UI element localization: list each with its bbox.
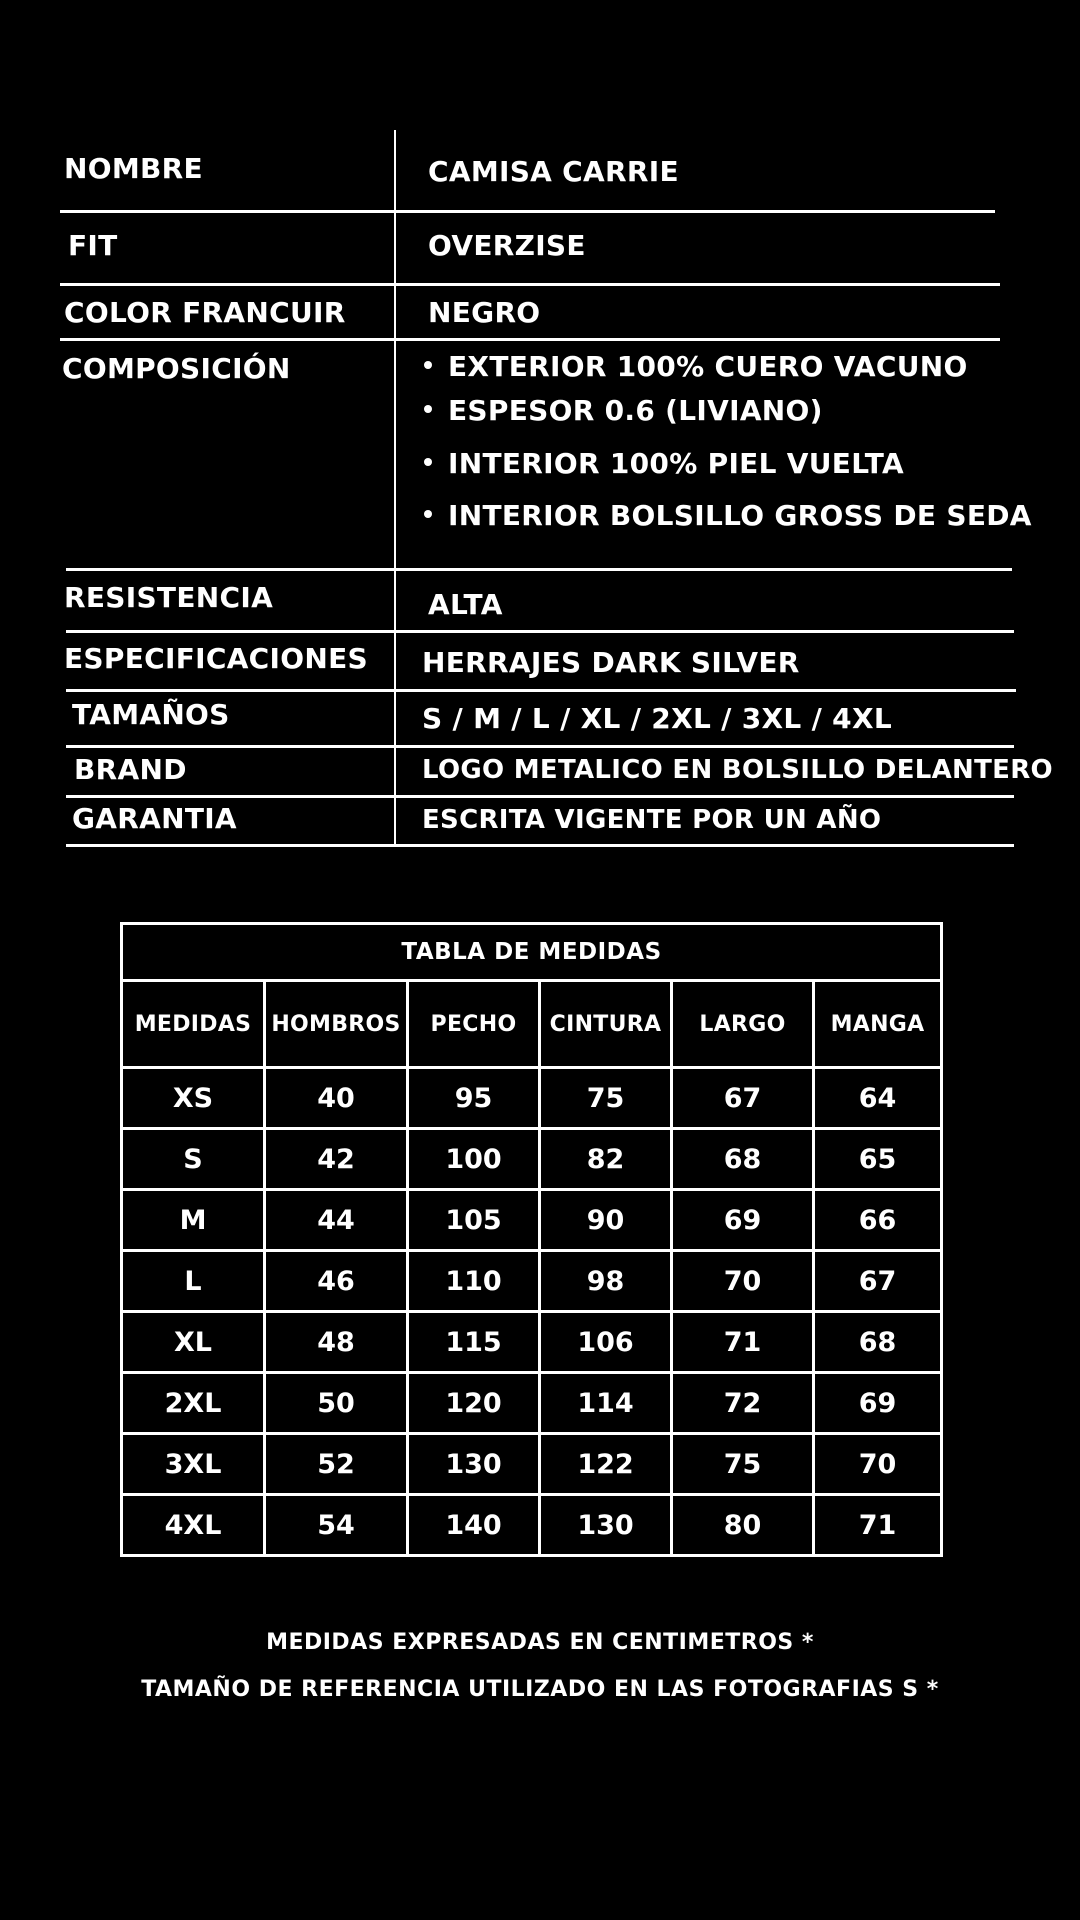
column-header-manga: MANGA xyxy=(814,981,942,1068)
composition-item: ESPESOR 0.6 (LIVIANO) xyxy=(424,394,823,428)
table-row xyxy=(122,1312,942,1373)
size-chart-table xyxy=(120,922,943,1557)
table-cell: 98 xyxy=(540,1251,672,1312)
row-divider xyxy=(66,795,1014,798)
table-row xyxy=(122,1373,942,1434)
spec-label-nombre: NOMBRE xyxy=(64,152,203,185)
table-cell: 105 xyxy=(408,1190,540,1251)
product-spec-sheet xyxy=(0,0,1080,860)
table-cell: 122 xyxy=(540,1434,672,1495)
table-cell: 95 xyxy=(408,1068,540,1129)
table-cell: 65 xyxy=(814,1129,942,1190)
spec-value-fit: OVERZISE xyxy=(428,229,586,262)
table-title: TABLA DE MEDIDAS xyxy=(122,924,942,981)
row-divider xyxy=(66,844,1014,847)
row-divider xyxy=(60,338,1000,341)
column-header-largo: LARGO xyxy=(672,981,814,1068)
bullet-icon xyxy=(424,361,432,369)
footnote-reference-size: TAMAÑO DE REFERENCIA UTILIZADO EN LAS FOTOGRAFIAS S * xyxy=(141,1677,939,1702)
column-divider xyxy=(394,130,396,845)
size-cell: M xyxy=(122,1190,265,1251)
table-cell: 52 xyxy=(265,1434,408,1495)
row-divider xyxy=(66,689,1016,692)
spec-value-brand: LOGO METALICO EN BOLSILLO DELANTERO xyxy=(422,755,1053,785)
size-cell: L xyxy=(122,1251,265,1312)
table-cell: 71 xyxy=(814,1495,942,1556)
bullet-icon xyxy=(424,405,432,413)
table-cell: 68 xyxy=(672,1129,814,1190)
table-cell: 46 xyxy=(265,1251,408,1312)
table-cell: 82 xyxy=(540,1129,672,1190)
spec-value-tamanos: S / M / L / XL / 2XL / 3XL / 4XL xyxy=(422,702,892,735)
table-cell: 40 xyxy=(265,1068,408,1129)
column-header-hombros: HOMBROS xyxy=(265,981,408,1068)
table-cell: 110 xyxy=(408,1251,540,1312)
table-cell: 66 xyxy=(814,1190,942,1251)
spec-value-resistencia: ALTA xyxy=(428,588,503,621)
spec-label-composicion: COMPOSICIÓN xyxy=(62,352,291,385)
spec-label-fit: FIT xyxy=(68,229,118,262)
column-header-medidas: MEDIDAS xyxy=(122,981,265,1068)
table-cell: 69 xyxy=(814,1373,942,1434)
bullet-icon xyxy=(424,510,432,518)
table-cell: 71 xyxy=(672,1312,814,1373)
table-cell: 44 xyxy=(265,1190,408,1251)
footnote-units: MEDIDAS EXPRESADAS EN CENTIMETROS * xyxy=(266,1630,814,1655)
table-cell: 130 xyxy=(408,1434,540,1495)
row-divider xyxy=(66,745,1014,748)
size-cell: 2XL xyxy=(122,1373,265,1434)
table-header-row xyxy=(122,981,942,1068)
table-cell: 70 xyxy=(814,1434,942,1495)
size-cell: XL xyxy=(122,1312,265,1373)
table-cell: 67 xyxy=(672,1068,814,1129)
table-row xyxy=(122,1434,942,1495)
table-cell: 100 xyxy=(408,1129,540,1190)
table-cell: 120 xyxy=(408,1373,540,1434)
table-cell: 75 xyxy=(672,1434,814,1495)
spec-label-garantia: GARANTIA xyxy=(72,802,237,835)
table-cell: 69 xyxy=(672,1190,814,1251)
table-cell: 68 xyxy=(814,1312,942,1373)
table-cell: 115 xyxy=(408,1312,540,1373)
table-cell: 75 xyxy=(540,1068,672,1129)
table-row xyxy=(122,1251,942,1312)
size-cell: XS xyxy=(122,1068,265,1129)
table-row xyxy=(122,1495,942,1556)
spec-label-color: COLOR FRANCUIR xyxy=(64,296,346,329)
spec-label-tamanos: TAMAÑOS xyxy=(72,698,230,731)
table-cell: 50 xyxy=(265,1373,408,1434)
table-row xyxy=(122,1068,942,1129)
table-title-row xyxy=(122,924,942,981)
table-cell: 90 xyxy=(540,1190,672,1251)
table-cell: 42 xyxy=(265,1129,408,1190)
table-cell: 48 xyxy=(265,1312,408,1373)
table-cell: 64 xyxy=(814,1068,942,1129)
table-cell: 140 xyxy=(408,1495,540,1556)
table-cell: 67 xyxy=(814,1251,942,1312)
size-cell: S xyxy=(122,1129,265,1190)
spec-label-resistencia: RESISTENCIA xyxy=(64,581,274,614)
column-header-cintura: CINTURA xyxy=(540,981,672,1068)
table-cell: 130 xyxy=(540,1495,672,1556)
table-row xyxy=(122,1190,942,1251)
table-cell: 54 xyxy=(265,1495,408,1556)
table-cell: 70 xyxy=(672,1251,814,1312)
composition-item: EXTERIOR 100% CUERO VACUNO xyxy=(424,350,968,384)
spec-value-nombre: CAMISA CARRIE xyxy=(428,155,679,188)
row-divider xyxy=(60,210,995,213)
table-cell: 80 xyxy=(672,1495,814,1556)
spec-value-garantia: ESCRITA VIGENTE POR UN AÑO xyxy=(422,805,882,835)
spec-value-especificaciones: HERRAJES DARK SILVER xyxy=(422,646,800,679)
row-divider xyxy=(60,283,1000,286)
spec-value-color: NEGRO xyxy=(428,296,541,329)
row-divider xyxy=(66,630,1014,633)
size-cell: 3XL xyxy=(122,1434,265,1495)
row-divider xyxy=(66,568,1012,571)
column-header-pecho: PECHO xyxy=(408,981,540,1068)
table-cell: 106 xyxy=(540,1312,672,1373)
spec-label-especificaciones: ESPECIFICACIONES xyxy=(64,642,368,675)
table-row xyxy=(122,1129,942,1190)
bullet-icon xyxy=(424,458,432,466)
spec-label-brand: BRAND xyxy=(74,753,187,786)
size-cell: 4XL xyxy=(122,1495,265,1556)
table-cell: 114 xyxy=(540,1373,672,1434)
table-cell: 72 xyxy=(672,1373,814,1434)
composition-item: INTERIOR BOLSILLO GROSS DE SEDA xyxy=(424,499,1032,533)
composition-item: INTERIOR 100% PIEL VUELTA xyxy=(424,447,904,481)
